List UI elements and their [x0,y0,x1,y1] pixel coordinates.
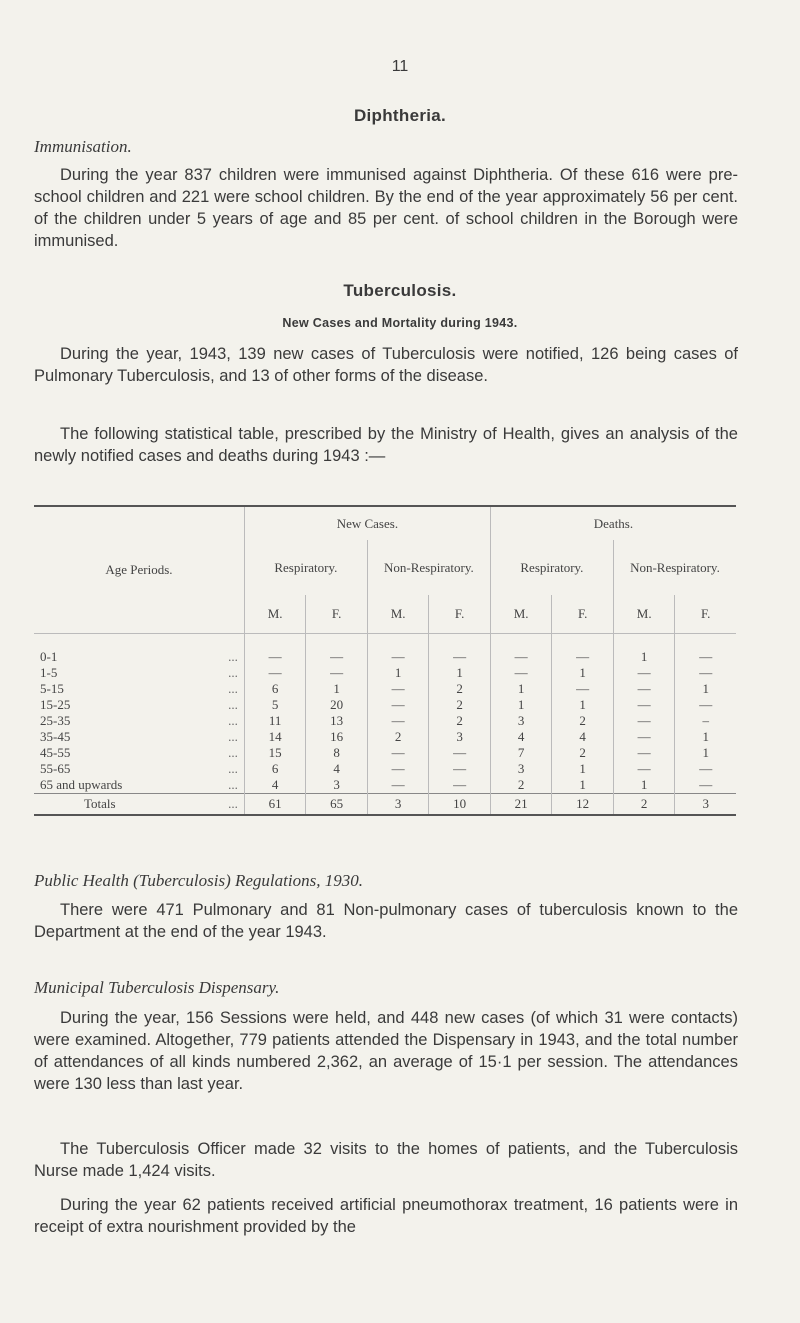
value-cell: 1 [367,665,429,681]
total-value-cell: 3 [367,794,429,816]
age-period-cell: 5-15 ... [40,681,238,696]
regulations-paragraph: There were 471 Pulmonary and 81 Non-pulmonary cases of tuberculosis known to the Department at the end of the year 1943. [34,901,738,941]
value-cell: — [613,697,675,713]
tuberculosis-paragraph-1: During the year, 1943, 139 new cases of Tuberculosis were notified, 126 being cases of Pulmonary Tuberculosis, and 13 of other forms of the disease. [34,345,738,385]
table-row [34,665,736,681]
value-cell: 3 [490,713,552,729]
col-m: M. [490,595,552,633]
col-f: F. [675,595,736,633]
value-cell: — [306,649,368,665]
age-period-cell: 1-5 ... [40,665,238,680]
total-value-cell: 21 [490,794,552,816]
value-cell: 3 [490,761,552,777]
value-cell: — [367,777,429,794]
value-cell: 1 [552,761,614,777]
table-row [34,697,736,713]
value-cell: 1 [675,729,736,745]
col-f: F. [429,595,491,633]
value-cell: 2 [552,745,614,761]
value-cell: 15 [244,745,306,761]
table-row [34,745,736,761]
table-row [34,761,736,777]
value-cell: — [306,665,368,681]
diphtheria-paragraph: During the year 837 children were immunised against Diphtheria. Of these 616 were pre-school children and 221 were school children. By the end of the year approximately 56 per cent. of the children under 5 years of age and 85 per cent. of school children in the Borough were immunised. [34,166,738,250]
total-value-cell: 61 [244,794,306,816]
value-cell: — [675,761,736,777]
value-cell: — [367,745,429,761]
value-cell: 2 [429,697,491,713]
value-cell: — [552,649,614,665]
value-cell: 2 [429,713,491,729]
table-row [34,729,736,745]
value-cell: 1 [613,777,675,794]
value-cell: — [675,665,736,681]
value-cell: 1 [552,777,614,794]
total-value-cell: 10 [429,794,491,816]
value-cell: 11 [244,713,306,729]
age-period-cell: 45-55 ... [40,745,238,760]
tuberculosis-subheading: New Cases and Mortality during 1943. [282,316,518,330]
table-row [34,681,736,697]
col-m: M. [244,595,306,633]
age-period-cell: 65 and upwards ... [40,777,238,792]
totals-row [34,794,736,816]
total-value-cell: 12 [552,794,614,816]
tuberculosis-statistics-table [34,505,736,816]
value-cell: 1 [552,697,614,713]
totals-label: Totals ... [34,794,244,816]
value-cell: 5 [244,697,306,713]
value-cell: — [675,649,736,665]
deaths-respiratory-header: Respiratory. [490,540,613,595]
value-cell: 4 [306,761,368,777]
value-cell: 1 [675,681,736,697]
immunisation-subheading: Immunisation. [34,137,132,156]
deaths-non-respiratory-header: Non-Respiratory. [613,540,736,595]
value-cell: — [429,649,491,665]
total-value-cell: 2 [613,794,675,816]
value-cell: — [367,681,429,697]
value-cell: — [429,761,491,777]
value-cell: 13 [306,713,368,729]
value-cell: — [429,745,491,761]
new-cases-header: New Cases. [244,506,490,540]
value-cell: 20 [306,697,368,713]
value-cell: 3 [306,777,368,794]
col-f: F. [552,595,614,633]
tuberculosis-paragraph-2: The following statistical table, prescribed by the Ministry of Health, gives an analysis of the newly notified cases and deaths during 1943 :— [34,425,738,465]
value-cell: 2 [552,713,614,729]
total-value-cell: 3 [675,794,736,816]
table-row [34,649,736,665]
value-cell: — [552,681,614,697]
value-cell: — [244,649,306,665]
value-cell: — [613,761,675,777]
value-cell: 6 [244,681,306,697]
dispensary-paragraph-3: During the year 62 patients received artificial pneumothorax treatment, 16 patients were in receipt of extra nourishment provided by the [34,1196,738,1236]
value-cell: — [429,777,491,794]
value-cell: — [367,713,429,729]
new-respiratory-header: Respiratory. [244,540,367,595]
value-cell: — [490,649,552,665]
value-cell: 1 [552,665,614,681]
value-cell: 7 [490,745,552,761]
value-cell: – [675,713,736,729]
age-periods-header: Age Periods. [34,506,244,633]
value-cell: — [613,745,675,761]
value-cell: — [244,665,306,681]
value-cell: 14 [244,729,306,745]
value-cell: — [367,761,429,777]
value-cell: 1 [490,681,552,697]
value-cell: 1 [306,681,368,697]
value-cell: — [490,665,552,681]
value-cell: 8 [306,745,368,761]
value-cell: 4 [244,777,306,794]
value-cell: — [367,697,429,713]
value-cell: — [675,697,736,713]
col-m: M. [367,595,429,633]
age-period-cell: 35-45 ... [40,729,238,744]
age-period-cell: 55-65 ... [40,761,238,776]
deaths-header: Deaths. [490,506,736,540]
value-cell: — [675,777,736,794]
new-non-respiratory-header: Non-Respiratory. [367,540,490,595]
total-value-cell: 65 [306,794,368,816]
page-number: 11 [391,58,409,75]
value-cell: 1 [675,745,736,761]
dispensary-paragraph-1: During the year, 156 Sessions were held, and 448 new cases (of which 31 were contacts) were examined. Altogether, 779 patients attended the Dispensary in 1943, and the total number of attendances of all kinds numbered 2,362, an average of 15·1 per session. The attendances were 130 less than last year. [34,1009,738,1093]
table-row [34,777,736,794]
age-period-cell: 25-35 ... [40,713,238,728]
value-cell: — [613,729,675,745]
value-cell: 1 [490,697,552,713]
value-cell: 2 [429,681,491,697]
value-cell: 2 [367,729,429,745]
value-cell: 4 [490,729,552,745]
value-cell: 1 [613,649,675,665]
table-row [34,713,736,729]
value-cell: — [613,713,675,729]
col-m: M. [613,595,675,633]
tuberculosis-heading: Tuberculosis. [343,281,457,300]
value-cell: 1 [429,665,491,681]
value-cell: 3 [429,729,491,745]
dispensary-paragraph-2: The Tuberculosis Officer made 32 visits to the homes of patients, and the Tuberculosis Nurse made 1,424 visits. [34,1140,738,1180]
age-period-cell: 0-1 ... [40,649,238,664]
regulations-subheading: Public Health (Tuberculosis) Regulations, 1930. [34,871,363,890]
value-cell: 6 [244,761,306,777]
dispensary-subheading: Municipal Tuberculosis Dispensary. [34,978,280,997]
diphtheria-heading: Diphtheria. [353,106,447,125]
value-cell: — [613,665,675,681]
value-cell: 16 [306,729,368,745]
value-cell: 2 [490,777,552,794]
value-cell: — [613,681,675,697]
col-f: F. [306,595,368,633]
value-cell: 4 [552,729,614,745]
age-period-cell: 15-25 ... [40,697,238,712]
value-cell: — [367,649,429,665]
